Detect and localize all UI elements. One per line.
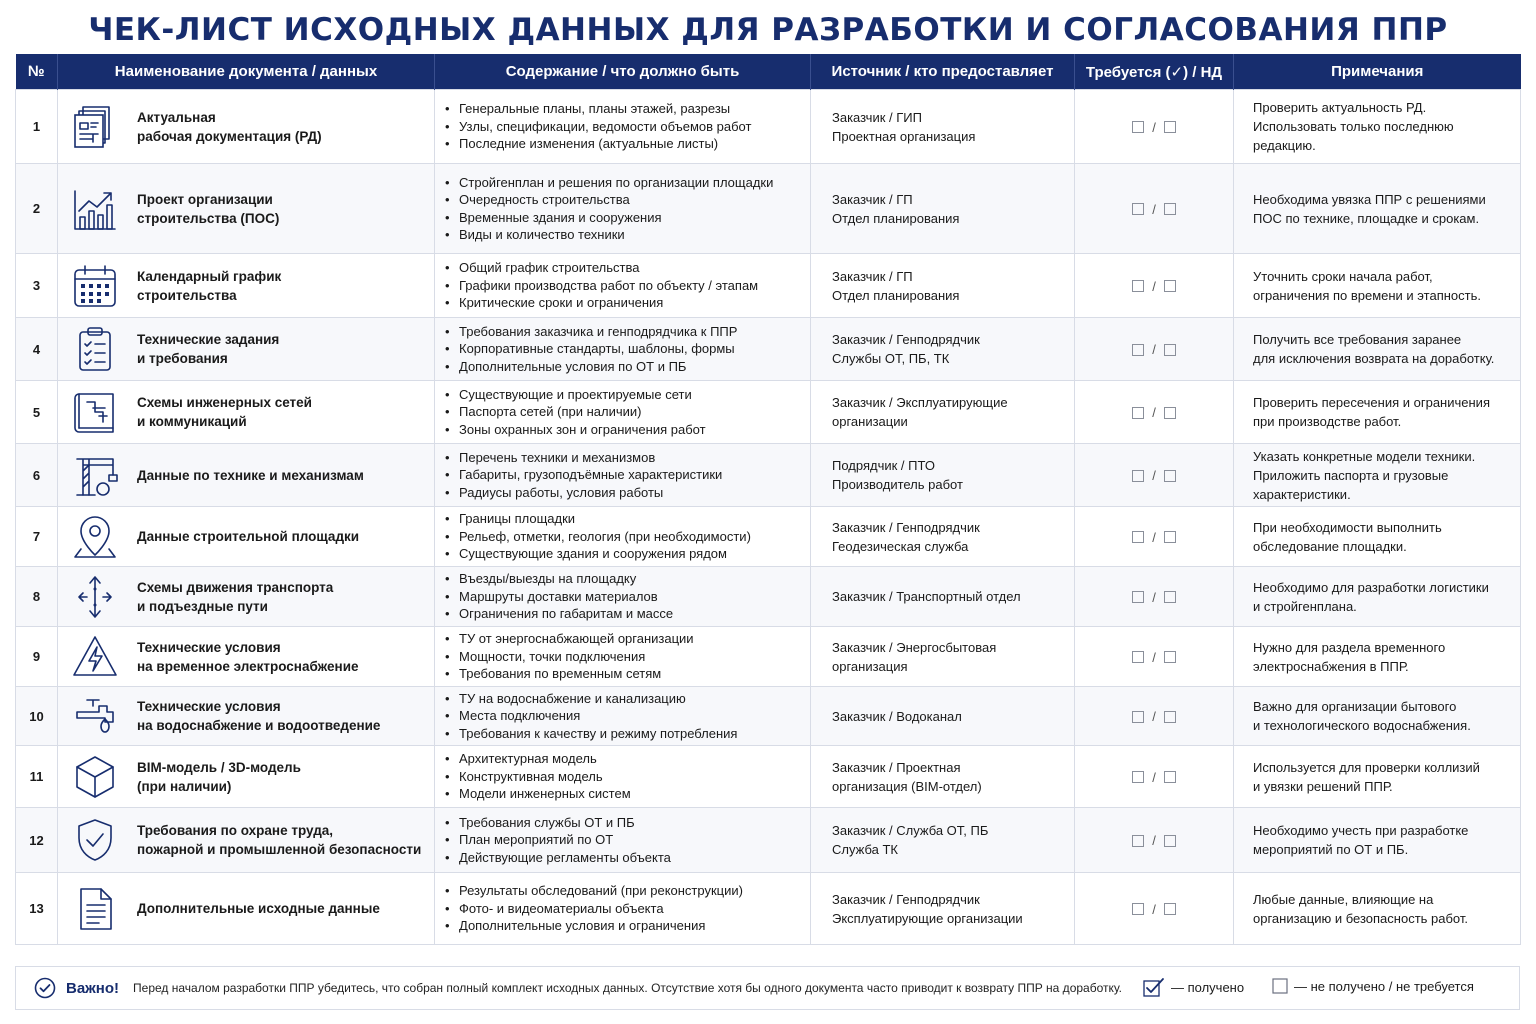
document-cell: [58, 627, 435, 687]
content-item: • Радиусы работы, условия работы: [445, 484, 810, 502]
checkbox-separator: /: [1152, 119, 1156, 135]
note-cell: Проверить пересечения и ограничения при производстве работ.: [1234, 381, 1521, 444]
document-cell: [58, 687, 435, 746]
not-required-checkbox[interactable]: [1164, 591, 1176, 603]
content-list: [435, 882, 810, 935]
note-cell: Указать конкретные модели техники. Приложить паспорта и грузовые характеристики.: [1234, 444, 1521, 507]
not-required-checkbox[interactable]: [1164, 531, 1176, 543]
note-cell: Любые данные, влияющие на организацию и безопасность работ.: [1234, 873, 1521, 945]
required-checkbox[interactable]: [1132, 203, 1144, 215]
required-cell: [1075, 254, 1234, 318]
content-cell: [435, 381, 811, 444]
content-cell: [435, 567, 811, 627]
row-number: 11: [16, 746, 58, 808]
checkbox-separator: /: [1152, 589, 1156, 605]
source-cell: Заказчик / Эксплуатирующие организации: [811, 381, 1075, 444]
required-cell: [1075, 687, 1234, 746]
checkbox-separator: /: [1152, 709, 1156, 725]
content-item: • Места подключения: [445, 707, 810, 725]
table-header: [16, 54, 1521, 90]
document-name: Технические задания и требования: [137, 332, 280, 366]
row-number: 6: [16, 444, 58, 507]
table-row: [16, 808, 1521, 873]
required-cell: [1075, 746, 1234, 808]
row-number: 10: [16, 687, 58, 746]
required-checkbox[interactable]: [1132, 591, 1144, 603]
table-row: [16, 318, 1521, 381]
table-row: [16, 507, 1521, 567]
table-row: [16, 164, 1521, 254]
table-row: [16, 254, 1521, 318]
content-item: • Действующие регламенты объекта: [445, 849, 810, 867]
tower-crane-icon: [71, 451, 119, 499]
note-cell: Проверить актуальность РД. Использовать только последнюю редакцию.: [1234, 90, 1521, 164]
content-list: [435, 570, 810, 623]
content-item: • Дополнительные условия по ОТ и ПБ: [445, 358, 810, 376]
empty-box-icon: [1272, 978, 1288, 994]
checkbox-separator: /: [1152, 529, 1156, 545]
required-checkbox[interactable]: [1132, 280, 1144, 292]
required-checkbox[interactable]: [1132, 903, 1144, 915]
note-cell: Получить все требования заранее для исключения возврата на доработку.: [1234, 318, 1521, 381]
content-cell: [435, 254, 811, 318]
source-cell: Заказчик / Генподрядчик Геодезическая служба: [811, 507, 1075, 567]
content-cell: [435, 507, 811, 567]
content-cell: [435, 90, 811, 164]
content-list: [435, 449, 810, 502]
content-item: • Требования заказчика и генподрядчика к ППР: [445, 323, 810, 341]
required-checkbox[interactable]: [1132, 344, 1144, 356]
document-cell: [58, 318, 435, 381]
row-number: 13: [16, 873, 58, 945]
table-row: [16, 627, 1521, 687]
source-cell: Заказчик / Генподрядчик Эксплуатирующие организации: [811, 873, 1075, 945]
content-item: • Требования службы ОТ и ПБ: [445, 814, 810, 832]
required-cell: [1075, 627, 1234, 687]
document-cell: [58, 873, 435, 945]
content-item: • Стройгенплан и решения по организации площадки: [445, 174, 810, 192]
required-cell: [1075, 90, 1234, 164]
content-item: • ТУ на водоснабжение и канализацию: [445, 690, 810, 708]
not-required-checkbox[interactable]: [1164, 121, 1176, 133]
document-cell: [58, 444, 435, 507]
table-row: [16, 567, 1521, 627]
content-item: • Фото- и видеоматериалы объекта: [445, 900, 810, 918]
document-name: Схемы движения транспорта и подъездные пути: [137, 579, 334, 614]
content-item: • Перечень техники и механизмов: [445, 449, 810, 467]
content-list: [435, 750, 810, 803]
source-cell: Заказчик / ГП Отдел планирования: [811, 164, 1075, 254]
checkbox-separator: /: [1152, 342, 1156, 358]
content-cell: [435, 808, 811, 873]
content-cell: [435, 687, 811, 746]
content-item: • Генеральные планы, планы этажей, разрезы: [445, 100, 810, 118]
document-cell: [58, 254, 435, 318]
row-number: 3: [16, 254, 58, 318]
content-list: [435, 690, 810, 743]
source-cell: Подрядчик / ПТО Производитель работ: [811, 444, 1075, 507]
document-name: Данные по технике и механизмам: [137, 467, 364, 483]
content-list: [435, 259, 810, 312]
legend-not-received-label: — не получено / не требуется: [1294, 978, 1474, 994]
clipboard-checklist-icon: [71, 325, 119, 373]
document-cell: [58, 507, 435, 567]
table-row: [16, 873, 1521, 945]
col-header-num: №: [16, 54, 58, 90]
map-pin-icon: [71, 513, 119, 561]
content-cell: [435, 627, 811, 687]
required-checkbox[interactable]: [1132, 711, 1144, 723]
note-cell: Уточнить сроки начала работ, ограничения по времени и этапность.: [1234, 254, 1521, 318]
required-cell: [1075, 381, 1234, 444]
source-cell: Заказчик / Проектная организация (BIM-отдел): [811, 746, 1075, 808]
required-cell: [1075, 567, 1234, 627]
content-item: • Дополнительные условия и ограничения: [445, 917, 810, 935]
table-row: [16, 746, 1521, 808]
document-name: Данные строительной площадки: [137, 529, 360, 544]
not-required-checkbox[interactable]: [1164, 835, 1176, 847]
col-header-source: Источник / кто предоставляет: [811, 54, 1075, 90]
row-number: 9: [16, 627, 58, 687]
col-header-content: Содержание / что должно быть: [435, 54, 811, 90]
content-item: • Требования к качеству и режиму потребления: [445, 725, 810, 743]
document-name: Календарный график строительства: [137, 268, 282, 303]
content-item: • Корпоративные стандарты, шаблоны, формы: [445, 340, 810, 358]
content-item: • Очередность строительства: [445, 191, 810, 209]
note-cell: При необходимости выполнить обследование площадки.: [1234, 507, 1521, 567]
content-cell: [435, 444, 811, 507]
not-required-checkbox[interactable]: [1164, 280, 1176, 292]
checklist-table: [15, 54, 1521, 945]
not-required-checkbox[interactable]: [1164, 771, 1176, 783]
row-number: 5: [16, 381, 58, 444]
checkbox-separator: /: [1152, 278, 1156, 294]
not-required-checkbox[interactable]: [1164, 711, 1176, 723]
checkbox-separator: /: [1152, 468, 1156, 484]
row-number: 12: [16, 808, 58, 873]
note-cell: Важно для организации бытового и технологического водоснабжения.: [1234, 687, 1521, 746]
col-header-notes: Примечания: [1234, 54, 1521, 90]
content-item: • Ограничения по габаритам и массе: [445, 605, 810, 623]
route-arrows-icon: [71, 573, 119, 621]
row-number: 4: [16, 318, 58, 381]
content-item: • Требования по временным сетям: [445, 665, 810, 683]
checkbox-separator: /: [1152, 901, 1156, 917]
content-item: • Последние изменения (актуальные листы): [445, 135, 810, 153]
content-item: • Временные здания и сооружения: [445, 209, 810, 227]
checkbox-separator: /: [1152, 201, 1156, 217]
page-title: ЧЕК-ЛИСТ ИСХОДНЫХ ДАННЫХ ДЛЯ РАЗРАБОТКИ И СОГЛАСОВАНИЯ ППР: [88, 12, 1448, 48]
content-item: • План мероприятий по ОТ: [445, 831, 810, 849]
required-checkbox[interactable]: [1132, 651, 1144, 663]
drawings-stack-icon: [71, 103, 119, 151]
source-cell: Заказчик / ГИП Проектная организация: [811, 90, 1075, 164]
content-item: • Границы площадки: [445, 510, 810, 528]
document-cell: [58, 746, 435, 808]
document-icon: [71, 885, 119, 933]
note-cell: Необходимо учесть при разработке мероприятий по ОТ и ПБ.: [1234, 808, 1521, 873]
document-name: Технические условия на водоснабжение и водоотведение: [137, 699, 381, 733]
not-required-checkbox[interactable]: [1164, 344, 1176, 356]
content-item: • Графики производства работ по объекту / этапам: [445, 277, 810, 295]
note-cell: Необходимо для разработки логистики и стройгенплана.: [1234, 567, 1521, 627]
content-list: [435, 386, 810, 439]
required-checkbox[interactable]: [1132, 121, 1144, 133]
content-list: [435, 100, 810, 153]
document-name: Актуальная рабочая документация (РД): [137, 109, 322, 144]
content-list: [435, 174, 810, 244]
content-item: • Модели инженерных систем: [445, 785, 810, 803]
row-number: 2: [16, 164, 58, 254]
note-cell: Необходима увязка ППР с решениями ПОС по технике, площадке и срокам.: [1234, 164, 1521, 254]
checkbox-separator: /: [1152, 769, 1156, 785]
required-checkbox[interactable]: [1132, 531, 1144, 543]
row-number: 8: [16, 567, 58, 627]
document-cell: [58, 808, 435, 873]
row-number: 1: [16, 90, 58, 164]
note-cell: Нужно для раздела временного электроснабжения в ППР.: [1234, 627, 1521, 687]
content-item: • Виды и количество техники: [445, 226, 810, 244]
calendar-icon: [71, 262, 119, 310]
content-item: • Зоны охранных зон и ограничения работ: [445, 421, 810, 439]
content-item: • Габариты, грузоподъёмные характеристики: [445, 466, 810, 484]
required-checkbox[interactable]: [1132, 771, 1144, 783]
row-number: 7: [16, 507, 58, 567]
content-cell: [435, 873, 811, 945]
document-name: Требования по охране труда, пожарной и промышленной безопасности: [137, 823, 422, 857]
content-cell: [435, 318, 811, 381]
source-cell: Заказчик / Служба ОТ, ПБ Служба ТК: [811, 808, 1075, 873]
footer-note: [15, 966, 1520, 1010]
content-list: [435, 630, 810, 683]
document-name: Дополнительные исходные данные: [137, 901, 380, 916]
document-cell: [58, 567, 435, 627]
checkbox-separator: /: [1152, 405, 1156, 421]
required-checkbox[interactable]: [1132, 835, 1144, 847]
content-item: • Въезды/выезды на площадку: [445, 570, 810, 588]
content-item: • Рельеф, отметки, геология (при необходимости): [445, 528, 810, 546]
required-cell: [1075, 444, 1234, 507]
note-cell: Используется для проверки коллизий и увязки решений ППР.: [1234, 746, 1521, 808]
source-cell: Заказчик / ГП Отдел планирования: [811, 254, 1075, 318]
required-cell: [1075, 507, 1234, 567]
content-cell: [435, 164, 811, 254]
content-item: • Мощности, точки подключения: [445, 648, 810, 666]
content-item: • Узлы, спецификации, ведомости объемов работ: [445, 118, 810, 136]
checkbox-separator: /: [1152, 649, 1156, 665]
content-item: • Критические сроки и ограничения: [445, 294, 810, 312]
required-checkbox[interactable]: [1132, 407, 1144, 419]
content-item: • Существующие и проектируемые сети: [445, 386, 810, 404]
content-item: • Конструктивная модель: [445, 768, 810, 786]
not-required-checkbox[interactable]: [1164, 470, 1176, 482]
source-cell: Заказчик / Генподрядчик Службы ОТ, ПБ, ТК: [811, 318, 1075, 381]
not-required-checkbox[interactable]: [1164, 903, 1176, 915]
col-header-required: Требуется (✓) / НД: [1075, 54, 1234, 90]
document-name: Технические условия на временное электроснабжение: [137, 639, 359, 674]
document-cell: [58, 381, 435, 444]
content-list: [435, 323, 810, 376]
required-checkbox[interactable]: [1132, 470, 1144, 482]
content-item: • Маршруты доставки материалов: [445, 588, 810, 606]
table-row: [16, 687, 1521, 746]
content-item: • Паспорта сетей (при наличии): [445, 403, 810, 421]
required-cell: [1075, 164, 1234, 254]
document-name: Проект организации строительства (ПОС): [137, 191, 280, 226]
document-name: Схемы инженерных сетей и коммуникаций: [137, 395, 312, 429]
legend-received-label: — получено: [1171, 979, 1245, 995]
content-item: • ТУ от энергоснабжающей организации: [445, 630, 810, 648]
required-cell: [1075, 318, 1234, 381]
not-required-checkbox[interactable]: [1164, 651, 1176, 663]
legend-not-received: [1272, 978, 1474, 994]
high-voltage-icon: [71, 633, 119, 681]
growth-chart-icon: [71, 185, 119, 233]
content-cell: [435, 746, 811, 808]
content-item: • Существующие здания и сооружения рядом: [445, 545, 810, 563]
required-cell: [1075, 873, 1234, 945]
legend-received: [1143, 977, 1244, 997]
not-required-checkbox[interactable]: [1164, 407, 1176, 419]
important-message: Перед началом разработки ППР убедитесь, что собран полный комплект исходных данных. Отсутствие хотя бы одного документа часто приводит к возврату ППР на доработку.: [133, 981, 1123, 995]
content-item: • Результаты обследований (при реконструкции): [445, 882, 810, 900]
table-row: [16, 90, 1521, 164]
document-cell: [58, 90, 435, 164]
required-cell: [1075, 808, 1234, 873]
document-name: BIM-модель / 3D-модель (при наличии): [137, 759, 301, 794]
not-required-checkbox[interactable]: [1164, 203, 1176, 215]
table-row: [16, 381, 1521, 444]
document-cell: [58, 164, 435, 254]
source-cell: Заказчик / Энергосбытовая организация: [811, 627, 1075, 687]
table-row: [16, 444, 1521, 507]
content-item: • Общий график строительства: [445, 259, 810, 277]
blueprint-scroll-icon: [71, 388, 119, 436]
checked-box-icon: [1143, 977, 1165, 997]
col-header-name: Наименование документа / данных: [58, 54, 435, 90]
content-list: [435, 814, 810, 867]
content-item: • Архитектурная модель: [445, 750, 810, 768]
important-label: Важно!: [66, 979, 120, 997]
source-cell: Заказчик / Транспортный отдел: [811, 567, 1075, 627]
water-tap-icon: [71, 692, 119, 740]
content-list: [435, 510, 810, 563]
check-circle-icon: [34, 977, 56, 999]
checkbox-separator: /: [1152, 833, 1156, 849]
source-cell: Заказчик / Водоканал: [811, 687, 1075, 746]
shield-check-icon: [71, 816, 119, 864]
3d-cube-icon: [71, 753, 119, 801]
